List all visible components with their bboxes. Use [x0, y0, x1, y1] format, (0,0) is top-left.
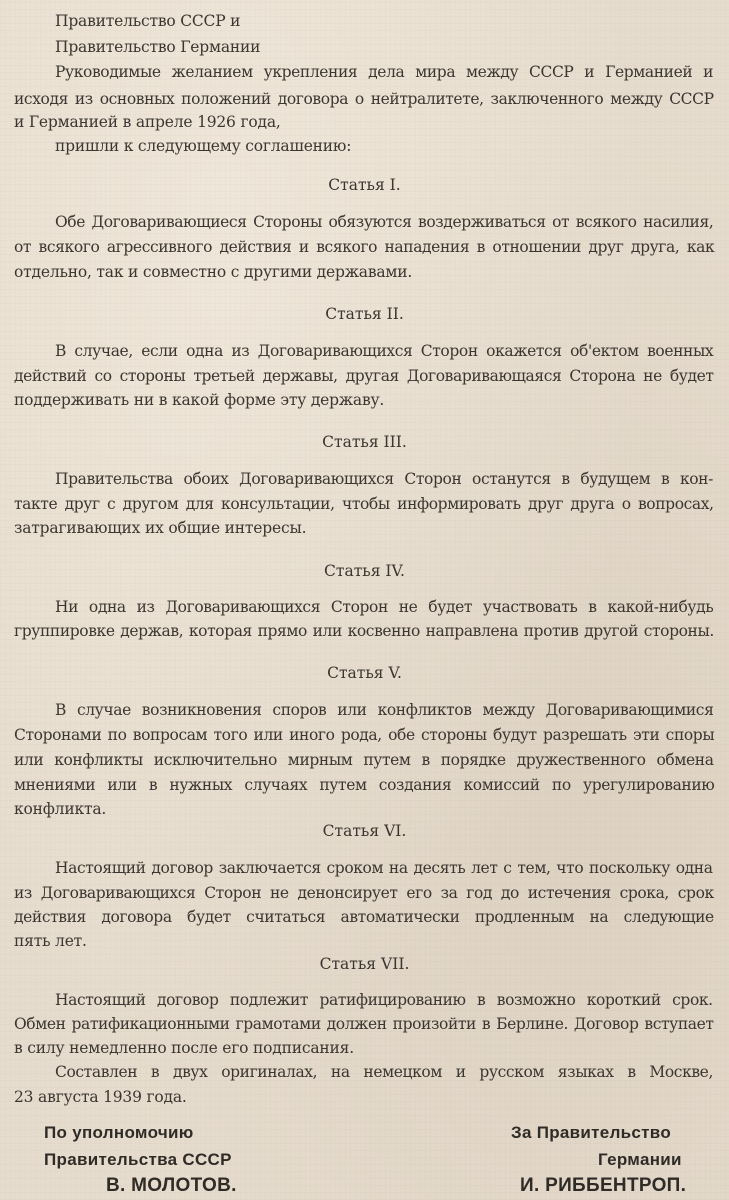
text-line: Обе Договаривающиеся Стороны обязуются воздерживаться от всякого насилия,	[55, 213, 714, 231]
text-line: Составлен в двух оригиналах, на немецком и русском языках в Москве,	[55, 1063, 713, 1081]
text-line: группировке держав, которая прямо или косвенно направлена против другой стороны.	[14, 622, 714, 640]
closing-line-1	[55, 1063, 713, 1081]
text-line: или конфликты исключительно мирным путем в порядке дружественного обмена	[14, 751, 714, 769]
article-7-line-1	[55, 991, 713, 1009]
text-line: В случае возникновения споров или конфликтов между Договаривающимися	[55, 701, 714, 719]
text-line: действий со стороны третьей державы, другая Договаривающаяся Сторона не будет	[14, 367, 714, 385]
article-3-line-1	[55, 470, 713, 488]
article-7-heading: Статья VII.	[319, 955, 410, 973]
text-line: Руководимые желанием укрепления дела мира между СССР и Германией и	[55, 63, 714, 81]
text-line: исходя из основных положений договора о нейтралитете, заключенного между СССР	[14, 90, 714, 108]
signature-germany-line-1: За Правительство	[511, 1123, 672, 1142]
article-5-line-3	[14, 751, 714, 769]
article-6-line-2	[14, 884, 714, 902]
article-7-line-2	[14, 1015, 714, 1033]
article-2-line-3: поддерживать ни в какой форме эту державу.	[14, 391, 385, 409]
article-3-line-3: затрагивающих их общие интересы.	[14, 519, 307, 537]
party-ussr: Правительство СССР и	[55, 12, 241, 30]
text-line: такте друг с другом для консультации, чтобы информировать друг друга о вопросах,	[14, 495, 714, 513]
article-4-heading: Статья IV.	[324, 562, 405, 580]
signature-germany-line-2: Германии	[598, 1150, 682, 1169]
article-5-line-1	[55, 701, 713, 719]
text-line: Обмен ратификационными грамотами должен произойти в Берлине. Договор вступает	[14, 1015, 714, 1033]
article-1-heading: Статья I.	[328, 176, 401, 194]
article-6-line-1	[55, 859, 713, 877]
article-2-line-2	[14, 367, 714, 385]
article-6-line-4: пять лет.	[14, 932, 87, 950]
article-3-heading: Статья III.	[322, 433, 407, 451]
text-line: В случае, если одна из Договаривающихся Сторон окажется об'ектом военных	[55, 342, 714, 360]
preamble-line-3: и Германией в апреле 1926 года,	[14, 113, 281, 131]
article-2-line-1	[55, 342, 713, 360]
article-4-line-1	[55, 598, 713, 616]
preamble-line-1	[55, 63, 713, 81]
signature-ussr-line-1: По уполномочию	[44, 1123, 194, 1142]
article-5-line-5: конфликта.	[14, 800, 107, 818]
signature-ussr-line-2: Правительства СССР	[44, 1150, 232, 1169]
article-3-line-2	[14, 495, 714, 513]
article-1-line-1	[55, 213, 713, 231]
article-4-line-2	[14, 622, 714, 640]
article-2-heading: Статья II.	[325, 305, 404, 323]
text-line: Правительства обоих Договаривающихся Сторон останутся в будущем в кон-	[55, 470, 713, 488]
text-line: мнениями или в нужных случаях путем создания комиссий по урегулированию	[14, 776, 715, 794]
article-5-heading: Статья V.	[327, 664, 402, 682]
preamble-line-2	[14, 90, 714, 108]
text-line: Настоящий договор подлежит ратифицированию в возможно короткий срок.	[55, 991, 713, 1009]
text-line: из Договаривающихся Сторон не денонсирует его за год до истечения срока, срок	[14, 884, 714, 902]
party-germany: Правительство Германии	[55, 38, 261, 56]
article-6-heading: Статья VI.	[322, 822, 407, 840]
agreement-line: пришли к следующему соглашению:	[55, 137, 352, 155]
signature-germany-name: И. РИББЕНТРОП.	[520, 1175, 687, 1196]
article-6-line-3	[14, 908, 714, 926]
text-line: от всякого агрессивного действия и всякого нападения в отношении друг друга, как	[14, 238, 715, 256]
text-line: Настоящий договор заключается сроком на десять лет с тем, что поскольку одна	[55, 859, 713, 877]
closing-date: 23 августа 1939 года.	[14, 1088, 187, 1106]
article-5-line-4	[14, 776, 714, 794]
article-1-line-3: отдельно, так и совместно с другими державами.	[14, 263, 413, 281]
signature-ussr-name: В. МОЛОТОВ.	[106, 1175, 237, 1196]
text-line: Ни одна из Договаривающихся Сторон не будет участвовать в какой-нибудь	[55, 598, 714, 616]
text-line: Сторонами по вопросам того или иного рода, обе стороны будут разрешать эти споры	[14, 726, 715, 744]
article-5-line-2	[14, 726, 714, 744]
article-7-line-3: в силу немедленно после его подписания.	[14, 1039, 354, 1057]
article-1-line-2	[14, 238, 714, 256]
text-line: действия договора будет считаться автоматически продленным на следующие	[14, 908, 714, 926]
